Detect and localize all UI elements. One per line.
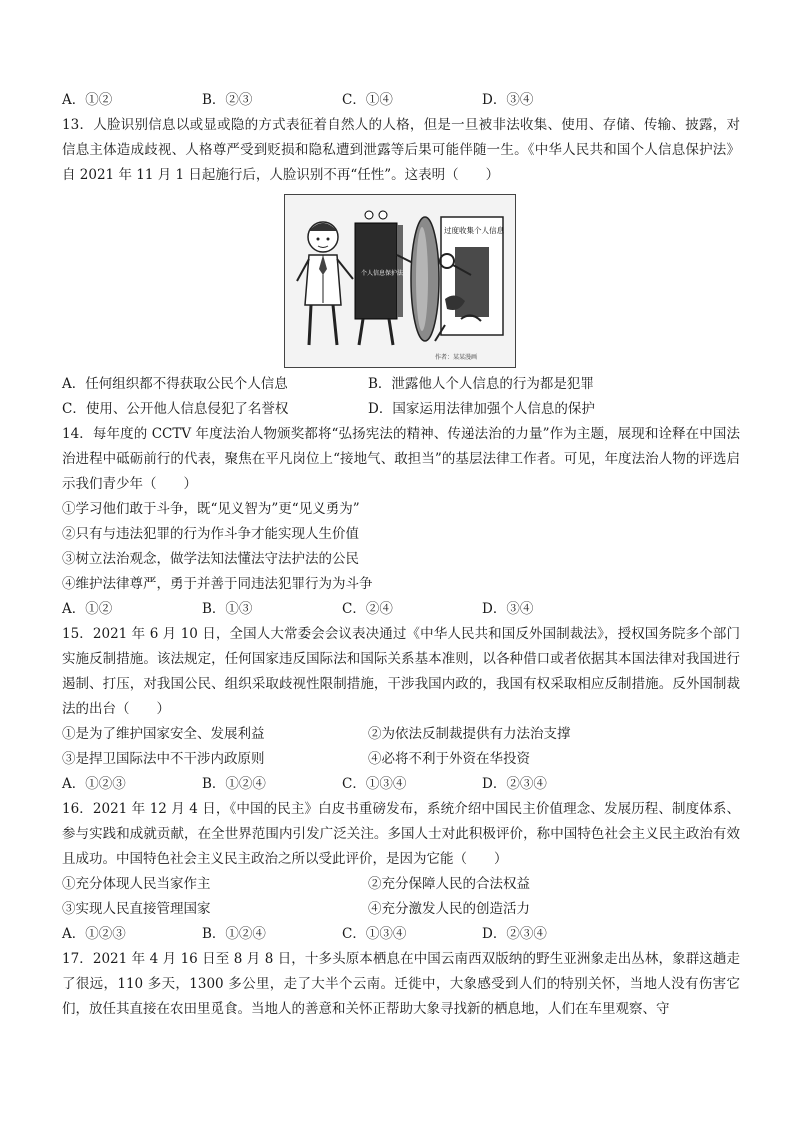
q15-option-c: C．①③④ xyxy=(342,776,407,792)
q13-options-row2 xyxy=(62,397,740,422)
q14-option-c: C．②④ xyxy=(342,601,393,617)
q14-stem: 14．每年度的 CCTV 年度法治人物颁奖都将“弘扬宪法的精神、传递法治的力量”作为主题，展现和诠释在中国法治进程中砥砺前行的代表，聚焦在平凡岗位上“接地气、敢担当”的基层法律工作者。可见，年度法治人物的评选启示我们青少年（ ） xyxy=(62,426,740,492)
book-label: 个人信息保护法 xyxy=(361,270,404,277)
q14-item-1: ①学习他们敢于斗争，既“见义智为”更“见义勇为” xyxy=(62,501,360,517)
q14-option-b: B．①③ xyxy=(202,601,253,617)
q14-options xyxy=(62,597,740,622)
q15-item-1: ①是为了维护国家安全、发展利益 xyxy=(62,726,265,742)
q12-option-d: D．③④ xyxy=(482,92,534,108)
q16-option-d: D．②③④ xyxy=(482,926,547,942)
q15-items-row2 xyxy=(62,747,740,772)
q16-stem: 16．2021 年 12 月 4 日，《中国的民主》白皮书重磅发布，系统介绍中国民主价值理念、发展历程、制度体系、参与实践和成就贡献，在全世界范围内引发广泛关注。多国人士对此积极评价，称中国特色社会主义民主政治有效且成功。中国特色社会主义民主政治之所以受此评价，是因为它能（ ） xyxy=(62,801,740,867)
q16-items-row1 xyxy=(62,872,740,897)
q16-option-a: A．①②③ xyxy=(62,926,126,942)
q15-stem: 15．2021 年 6 月 10 日，全国人大常委会会议表决通过《中华人民共和国反外国制裁法》，授权国务院多个部门实施反制措施。该法规定，任何国家违反国际法和国际关系基本准则，以各种借口或者依据其本国法律对我国进行遏制、打压，对我国公民、组织采取歧视性限制措施，干涉我国内政的，我国有权采取相应反制措施。反外国制裁法的出台（ ） xyxy=(62,626,740,717)
sign-label: 过度收集个人信息 xyxy=(444,226,504,235)
q13-option-b: B．泄露他人个人信息的行为都是犯罪 xyxy=(368,376,594,392)
q16-item-2: ②充分保障人民的合法权益 xyxy=(368,876,530,892)
cartoon-illustration xyxy=(285,195,515,367)
q15-option-b: B．①②④ xyxy=(202,776,266,792)
q16-option-b: B．①②④ xyxy=(202,926,266,942)
q14-item-2: ②只有与违法犯罪的行为作斗争才能实现人生价值 xyxy=(62,526,359,542)
q16-item-4: ④充分激发人民的创造活力 xyxy=(368,901,530,917)
q13-options-row1 xyxy=(62,372,740,397)
q15-item-3: ③是捍卫国际法中不干涉内政原则 xyxy=(62,751,265,767)
q13-option-d: D．国家运用法律加强个人信息的保护 xyxy=(368,401,595,417)
q16-items-row2 xyxy=(62,897,740,922)
exam-page xyxy=(62,88,740,1022)
q14-option-d: D．③④ xyxy=(482,601,534,617)
q17-stem: 17．2021 年 4 月 16 日至 8 月 8 日，十多头原本栖息在中国云南西双版纳的野生亚洲象走出丛林，象群这趟走了很远，110 多天，1300 多公里，走了大半个云南。迁徙中，大象感受到人们的特别关怀，当地人没有伤害它们，放任其直接在农田里觅食。当地人的善意和关怀正帮助大象寻找新的栖息地，人们在车里观察、守 xyxy=(62,951,740,1017)
q15-option-d: D．②③④ xyxy=(482,776,547,792)
q13-option-c: C．使用、公开他人信息侵犯了名誉权 xyxy=(62,401,289,417)
q15-item-4: ④必将不利于外资在华投资 xyxy=(368,751,530,767)
q12-options xyxy=(62,88,740,113)
q12-option-b: B．②③ xyxy=(202,92,253,108)
q16-options xyxy=(62,922,740,947)
q14-item-4: ④维护法律尊严，勇于并善于同违法犯罪行为为斗争 xyxy=(62,576,373,592)
q13-stem: 13．人脸识别信息以或显或隐的方式表征着自然人的人格，但是一旦被非法收集、使用、存储、传输、披露，对信息主体造成歧视、人格尊严受到贬损和隐私遭到泄露等后果可能伴随一生。《中华人民共和国个人信息保护法》自 2021 年 11 月 1 日起施行后，人脸识别不再“任性”。这表明（ ） xyxy=(62,117,740,183)
q15-option-a: A．①②③ xyxy=(62,776,126,792)
q13-option-a: A．任何组织都不得获取公民个人信息 xyxy=(62,376,288,392)
cartoon-credit: 作者：某某漫画 xyxy=(435,354,478,361)
q12-option-a: A．①② xyxy=(62,92,113,108)
q12-option-c: C．①④ xyxy=(342,92,393,108)
q15-items-row1 xyxy=(62,722,740,747)
q14-option-a: A．①② xyxy=(62,601,113,617)
q14-item-3: ③树立法治观念，做学法知法懂法守法护法的公民 xyxy=(62,551,359,567)
q16-option-c: C．①③④ xyxy=(342,926,407,942)
q13-cartoon-image xyxy=(284,194,516,368)
q15-item-2: ②为依法反制裁提供有力法治支撑 xyxy=(368,726,571,742)
q16-item-1: ①充分体现人民当家作主 xyxy=(62,876,211,892)
q15-options xyxy=(62,772,740,797)
q16-item-3: ③实现人民直接管理国家 xyxy=(62,901,211,917)
